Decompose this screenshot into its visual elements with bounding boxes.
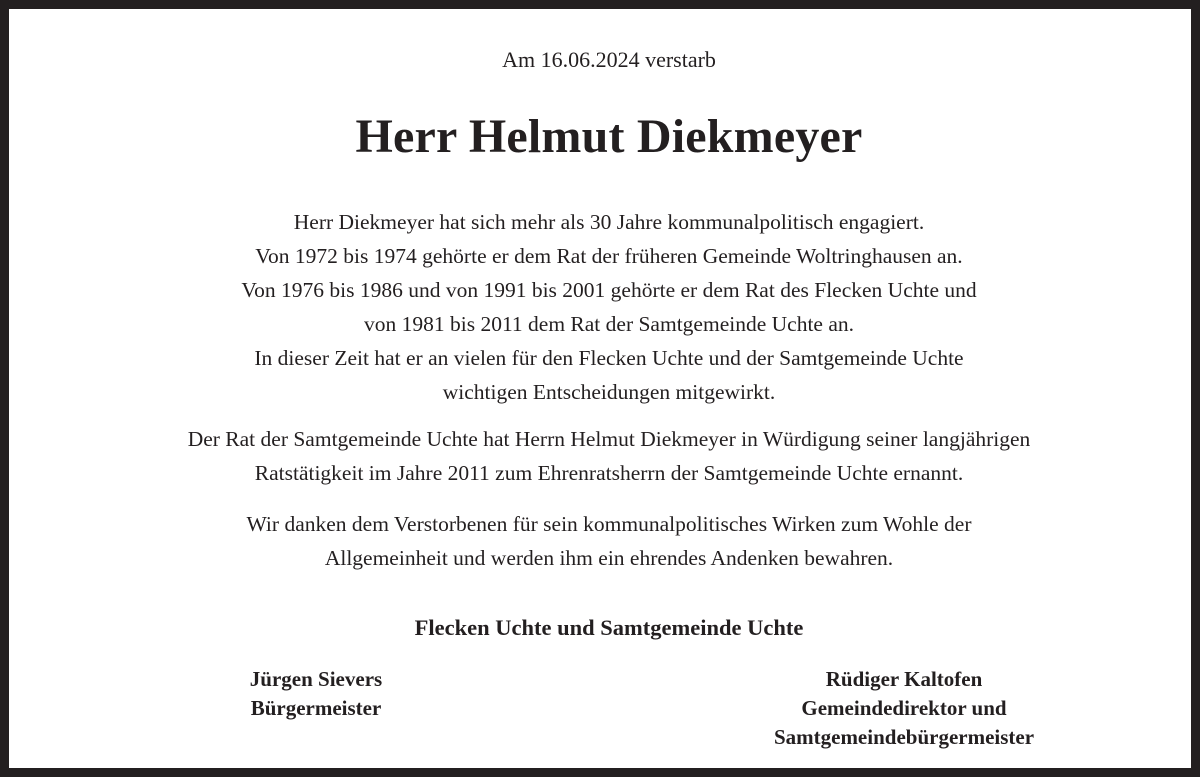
paragraph-line: Von 1972 bis 1974 gehörte er dem Rat der früheren Gemeinde Woltringhausen an. (255, 244, 963, 268)
thanks-paragraph (9, 507, 1200, 575)
signatory-mayor (189, 665, 443, 723)
biography-paragraph (9, 205, 1200, 409)
signatory-title: Bürgermeister (250, 696, 382, 720)
paragraph-line: Von 1976 bis 1986 und von 1991 bis 2001 gehörte er dem Rat des Flecken Uchte und (241, 278, 977, 302)
paragraph-line: Ratstätigkeit im Jahre 2011 zum Ehrenratsherrn der Samtgemeinde Uchte ernannt. (254, 461, 964, 485)
deceased-name: Herr Helmut Diekmeyer (355, 110, 863, 163)
signatory-title: Gemeindedirektor und (801, 696, 1007, 720)
paragraph-line: wichtigen Entscheidungen mitgewirkt. (442, 380, 776, 404)
paragraph-line: In dieser Zeit hat er an vielen für den Flecken Uchte und der Samtgemeinde Uchte (254, 346, 964, 370)
paragraph-line: von 1981 bis 2011 dem Rat der Samtgemeinde Uchte an. (363, 312, 855, 336)
signatory-director (709, 665, 1099, 752)
signatory-title: Samtgemeindebürgermeister (773, 725, 1035, 749)
paragraph-line: Allgemeinheit und werden ihm ein ehrendes Andenken bewahren. (324, 546, 894, 570)
paragraph-line: Der Rat der Samtgemeinde Uchte hat Herrn Helmut Diekmeyer in Würdigung seiner langjährigen (187, 427, 1031, 451)
paragraph-line: Wir danken dem Verstorbenen für sein kommunalpolitisches Wirken zum Wohle der (246, 512, 972, 536)
death-date-line: Am 16.06.2024 verstarb (502, 47, 716, 72)
honorary-paragraph (9, 422, 1200, 490)
organization-name: Flecken Uchte und Samtgemeinde Uchte (414, 615, 804, 640)
paragraph-line: Herr Diekmeyer hat sich mehr als 30 Jahre kommunalpolitisch engagiert. (293, 210, 925, 234)
signatory-name: Rüdiger Kaltofen (825, 667, 983, 691)
signatory-name: Jürgen Sievers (249, 667, 383, 691)
